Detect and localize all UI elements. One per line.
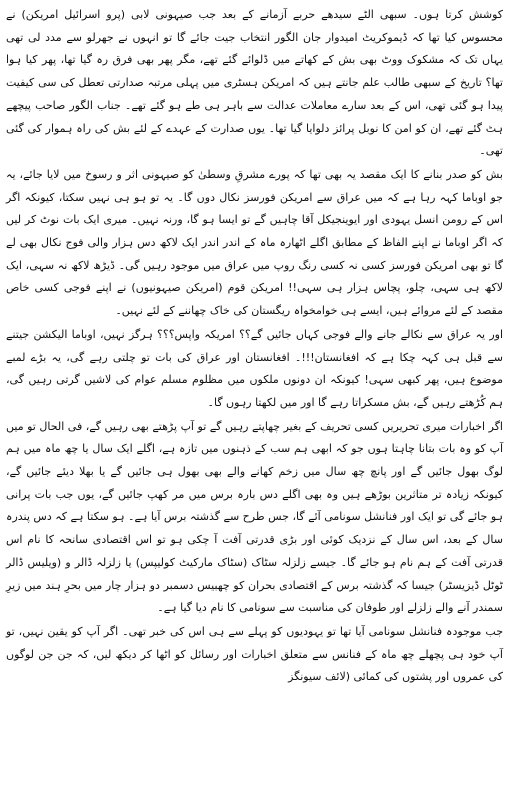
paragraph-2: بش کو صدر بنانے کا ایک مقصد یہ بھی تھا کہ پورے مشرقِ وسطیٰ کو صیہونی اثر و رسوخ میں لایا جائے، یہ جو اوباما کہہ رہا ہے کہ میں عراق سے امریکن فورسز نکال دوں گا۔ یہ تو ہو ہی نہیں سکتا، کیونکہ اگر اس کے رومن انسل یہودی اور ایوینجیکل آقا چاہیں گے تو ایسا ہو گا، ورنہ نہیں۔ میری ایک بات نوٹ کر لیں کہ اگر اوباما نے اپنے الفاظ کے مطابق اگلے اٹھارہ ماہ کے اندر اندر ایک لاکھ دس ہزار والی فوج نکال بھی لے گا تو بھی امریکن فورسز کسی نہ کسی رنگ روپ میں عراق میں موجود رہیں گی۔ ڈیڑھ لاکھ نہ سہی، ایک لاکھ ہی سہی، چلو، پچاس ہزار ہی سہی!! امریکن قوم (امریکن صیہونیوں) نے اپنے فوجی کسی خاص مقصد کے لئے مروائے ہیں، ایسے ہی خوامخواہ ریگستان کی خاک چھاننے کے لئے نہیں۔ bbox=[6, 167, 503, 318]
paragraph-1: کوشش کرتا ہوں۔ سبھی الٹے سیدھے حربے آزمانے کے بعد جب صیہونی لابی (پرو اسرائیل امریکن) نے محسوس کیا تھا کہ ڈیموکریٹ امیدوار جان الگور انتخاب جیت جائے گا تو انہوں نے جھرلو سے مدد لی تھی یہاں تک کہ مشکوک ووٹ بھی بش کے کھاتے میں ڈلوائے گئے تھے، مگر پھر بھی فرق رہ گیا تھا، پھر کیا ہوا تھا؟ تاریخ کے سبھی طالب علم جانتے ہیں کہ امریکن ہسٹری میں پہلی مرتبہ صدارتی تعطل کی سی کیفیت پیدا ہو گئی تھی، اس کے بعد سارے معاملات عدالت سے باہر ہی طے ہو گئے تھے۔ جناب الگور صاحب پیچھے ہٹ گئے تھے، ان کو امن کا نوبل پرائز دلوایا گیا تھا۔ یوں صدارت کے عہدے کے لئے بش کی راہ ہموار کی گئی تھی۔ bbox=[6, 8, 503, 158]
paragraph-3: اور یہ عراق سے نکالے جانے والے فوجی کہاں جائیں گے؟؟ امریکہ واپس؟؟؟ ہرگز نہیں، اوباما الیکشن جیتنے سے قبل ہی کہہ چکا ہے کہ افغانستان!!!۔ افغانستان اور عراق کی بات تو چلتی رہے گی، یہ بڑے لمبے موضوع ہیں، پھر کبھی سہی! کیونکہ ان دونوں ملکوں میں مظلوم مسلم عوام کی لاشیں گرتی رہیں گی، ہم کُڑھتے رہیں گے، بش مسکراتا رہے گا اور میں لکھتا رہوں گا۔ bbox=[6, 327, 503, 409]
paragraph-4: اگر اخبارات میری تحریریں کسی تحریف کے بغیر چھاپتے رہیں گے تو آپ پڑھتے بھی رہیں گے، فی الحال تو میں آپ کو وہ بات بتانا چاہتا ہوں جو کہ ابھی ہم سب کے ذہنوں میں تازہ ہے، اگلے ایک سال یا چھ ماہ میں ہم لوگ بھول جائیں گے اور پانچ چھ سال میں زخم کھانے والے بھی بھول ہی جائیں گے یا بھلا دیئے جائیں گے، کیونکہ زیادہ تر متاثرین بوڑھے ہیں وہ بھی اگلے دس بارہ برس میں مر کھپ جائیں گے، یوں جب بات پرانی ہو جائے گی تو ایک اور فنانشل سونامی آئے گا، جس طرح سے گذشتہ برس آیا ہے۔ ہو سکتا ہے کہ دس پندرہ سال کے بعد، اس سال کے نزدیک کوئی اور بڑی قدرتی آفت آ چکی ہو تو اس اقتصادی سانحہ کا نام اس قدرتی آفت کے ہم نام ہو جائے گا۔ جیسے زلزلہ سٹاک (سٹاک مارکیٹ کولیپس) یا زلزلہ ڈالر و (ویلیس ڈالر ٹوٹل ڈیزیسٹر) جیسا کہ گذشتہ برس کے اقتصادی بحران کو چھبیس دسمبر دو ہزار چار میں بحرِ ہند میں زیرِ سمندر آنے والے زلزلے اور طوفان کی مناسبت سے سونامی کا نام دیا گیا ہے۔ bbox=[6, 419, 503, 615]
paragraph-5: جب موجودہ فنانشل سونامی آیا تھا تو یہودیوں کو پہلے سے ہی اس کی خبر تھی۔ اگر آپ کو یقین نہیں، تو آپ خود ہی پچھلے چھ ماہ کے فنانس سے متعلق اخبارات اور رسائل کو اٹھا کر دیکھ لیں، کہ جن جن لوگوں کی عمروں اور پشتوں کی کمائی (لائف سیونگز bbox=[6, 624, 503, 684]
